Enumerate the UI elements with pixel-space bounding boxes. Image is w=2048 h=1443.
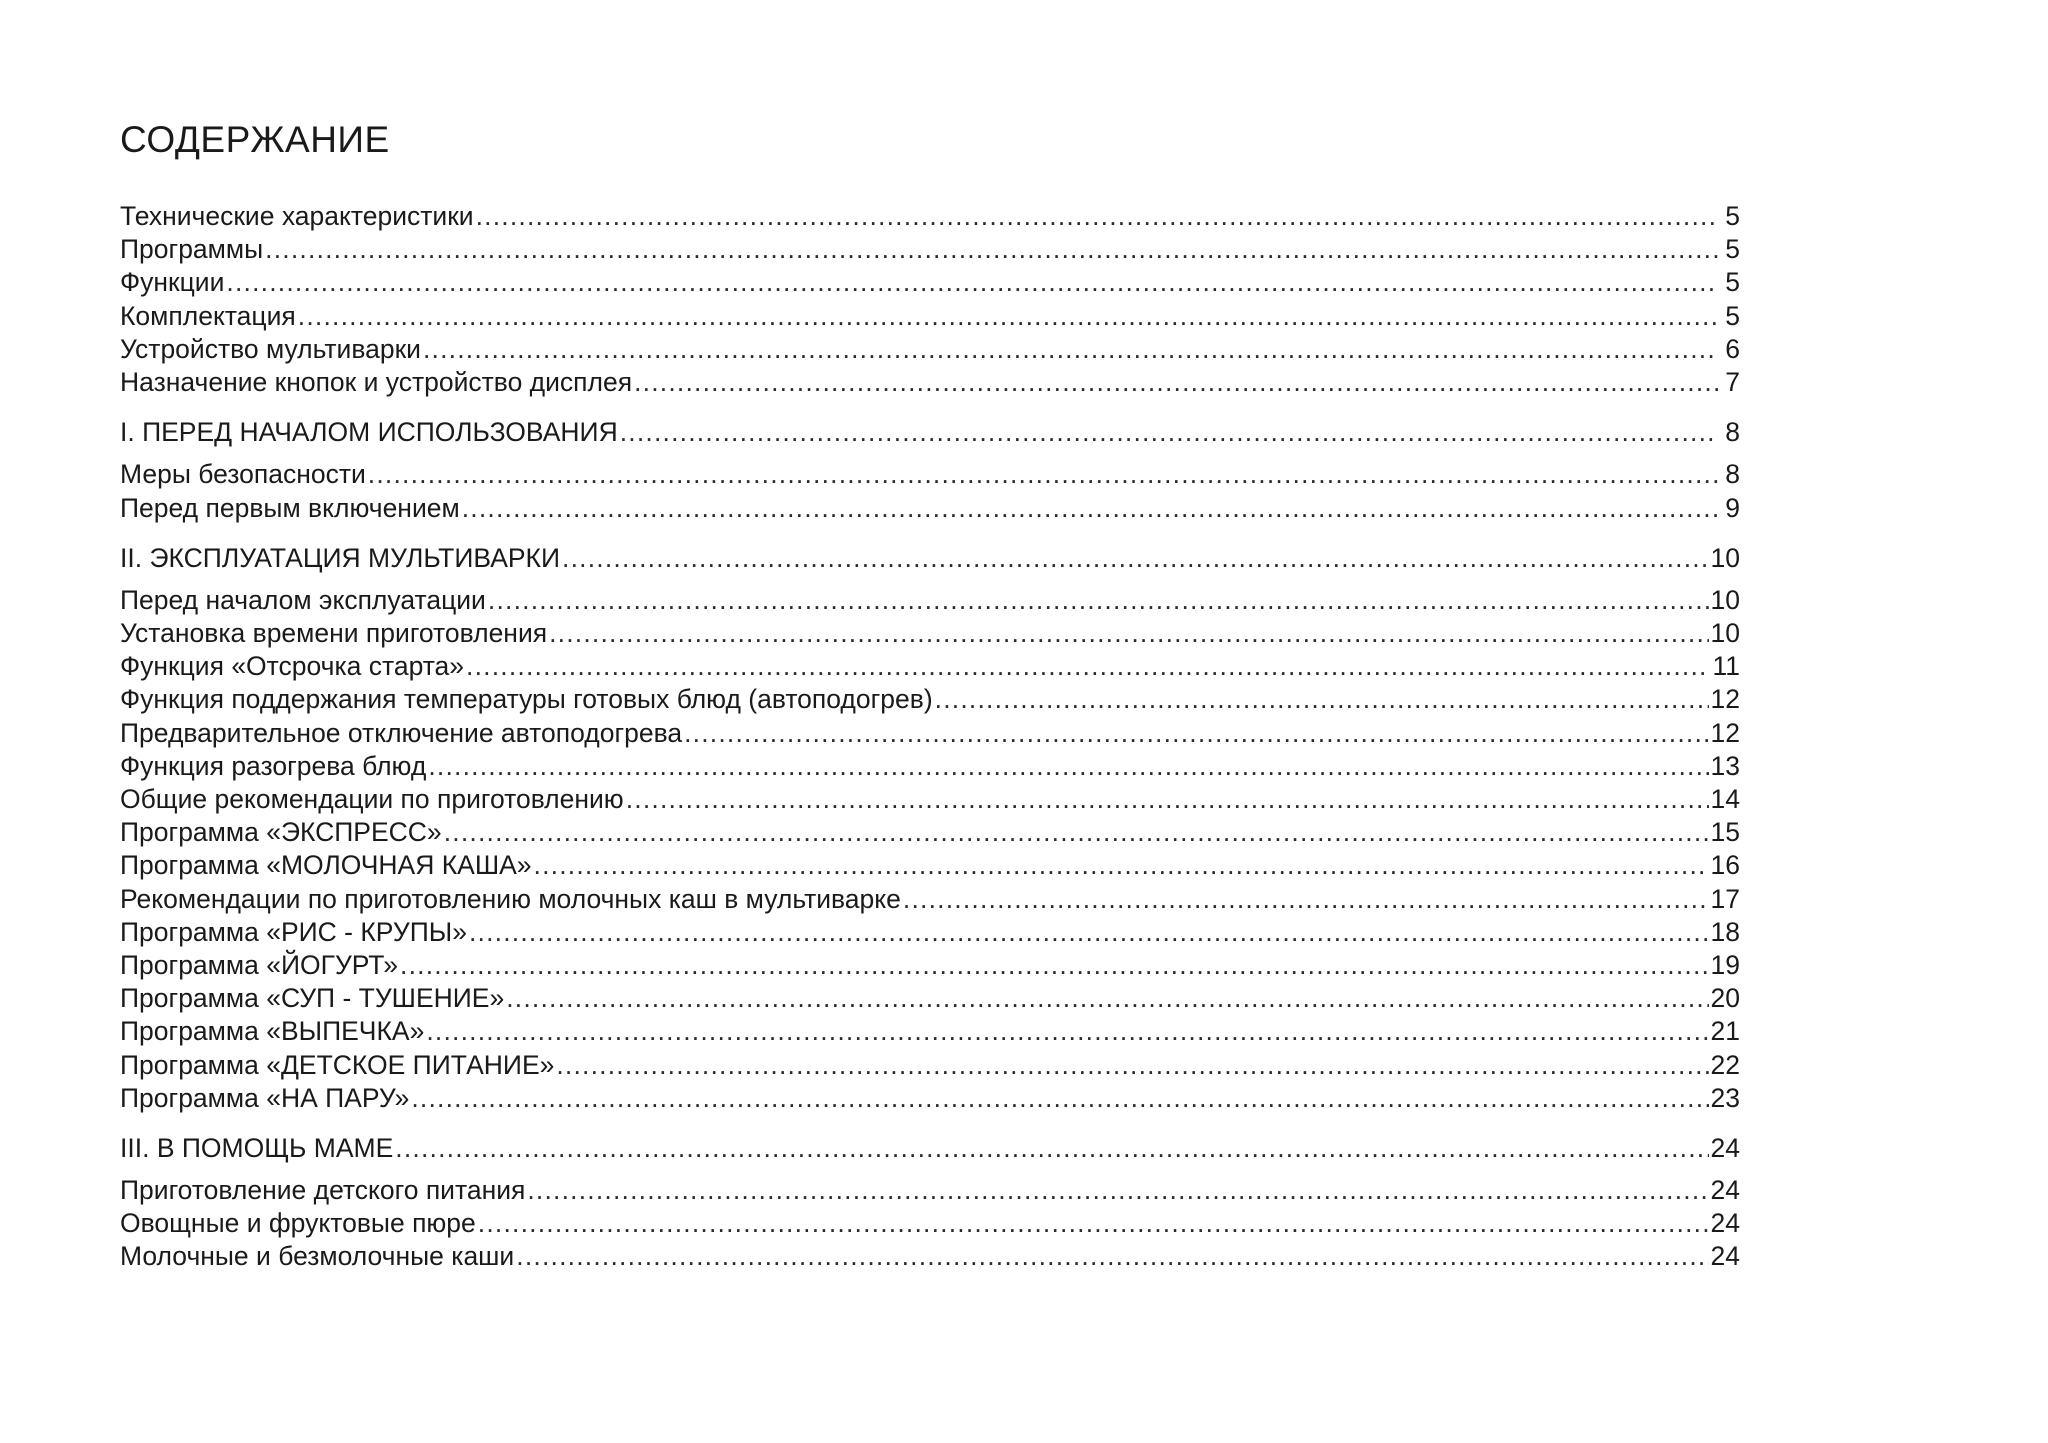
toc-entry[interactable] xyxy=(120,366,1740,399)
dot-leader xyxy=(634,366,1718,399)
toc-section-heading[interactable] xyxy=(120,1132,1740,1165)
toc-entry[interactable] xyxy=(120,683,1740,716)
page-number: 17 xyxy=(1710,883,1740,914)
dot-leader xyxy=(476,200,1718,233)
entry-title: Перед первым включением xyxy=(120,492,460,523)
dot-leader xyxy=(444,816,1709,849)
entry-title: Программа «ЙОГУРТ» xyxy=(120,949,399,980)
page-number: 5 xyxy=(1725,234,1740,265)
entry-title: Функция разогрева блюд xyxy=(120,750,427,781)
dot-leader xyxy=(395,1132,1708,1165)
entry-title: Назначение кнопок и устройство дисплея xyxy=(120,366,633,397)
dot-leader xyxy=(426,1015,1708,1048)
entry-title: Программа «ЭКСПРЕСС» xyxy=(120,817,442,848)
entry-title: Меры безопасности xyxy=(120,459,366,490)
page-number: 15 xyxy=(1710,817,1740,848)
dot-leader xyxy=(462,492,1718,525)
dot-leader xyxy=(620,416,1718,449)
entry-title: Устройство мультиварки xyxy=(120,333,421,364)
entry-title: Программа «МОЛОЧНАЯ КАША» xyxy=(120,850,532,881)
toc-entry[interactable] xyxy=(120,982,1740,1015)
dot-leader xyxy=(549,617,1708,650)
page-number: 9 xyxy=(1725,492,1740,523)
entry-title: Предварительное отключение автоподогрева xyxy=(120,717,683,748)
page-number: 12 xyxy=(1710,717,1740,748)
toc-page xyxy=(120,110,1740,1274)
page-number: 12 xyxy=(1710,684,1740,715)
entry-title: Рекомендации по приготовлению молочных каш в мультиварке xyxy=(120,883,901,914)
entry-title: Приготовление детского питания xyxy=(120,1175,526,1206)
page-number: 18 xyxy=(1710,916,1740,947)
toc-section-heading[interactable] xyxy=(120,416,1740,449)
dot-leader xyxy=(903,883,1709,916)
toc-section-heading[interactable] xyxy=(120,542,1740,575)
entry-title: Молочные и безмолочные каши xyxy=(120,1241,515,1272)
entry-title: Общие рекомендации по приготовлению xyxy=(120,784,624,814)
dot-leader xyxy=(935,683,1709,716)
toc-entry[interactable] xyxy=(120,233,1740,266)
toc-entry[interactable] xyxy=(120,816,1740,849)
page-title: СОДЕРЖАНИЕ xyxy=(120,119,390,160)
entry-title: Функция поддержания температуры готовых блюд (автоподогрев) xyxy=(120,684,933,715)
entry-title: Программа «ВЫПЕЧКА» xyxy=(120,1016,425,1047)
page-number: 8 xyxy=(1725,417,1740,448)
toc-entry[interactable] xyxy=(120,783,1740,816)
toc-entry[interactable] xyxy=(120,849,1740,882)
page-number: 16 xyxy=(1710,850,1740,881)
dot-leader xyxy=(428,750,1708,783)
toc-entry[interactable] xyxy=(120,650,1740,683)
page-number: 22 xyxy=(1710,1049,1740,1080)
page-number: 14 xyxy=(1710,784,1740,814)
dot-leader xyxy=(556,1049,1708,1082)
toc-list xyxy=(120,200,1740,1274)
page-number: 24 xyxy=(1710,1132,1740,1163)
dot-leader xyxy=(423,333,1718,366)
dot-leader xyxy=(478,1207,1709,1240)
dot-leader xyxy=(298,300,1718,333)
section-title: III. В ПОМОЩЬ МАМЕ xyxy=(120,1132,394,1163)
toc-entry[interactable] xyxy=(120,1207,1740,1240)
dot-leader xyxy=(411,1082,1708,1115)
toc-entry[interactable] xyxy=(120,1174,1740,1207)
entry-title: Программы xyxy=(120,234,264,265)
entry-title: Программа «РИС - КРУПЫ» xyxy=(120,916,467,947)
page-number: 5 xyxy=(1725,201,1740,231)
page-number: 23 xyxy=(1710,1082,1740,1113)
toc-entry[interactable] xyxy=(120,717,1740,750)
page-number: 6 xyxy=(1725,333,1740,364)
page-number: 13 xyxy=(1710,750,1740,781)
toc-entry[interactable] xyxy=(120,1082,1740,1115)
dot-leader xyxy=(527,1174,1708,1207)
toc-entry[interactable] xyxy=(120,1240,1740,1273)
page-number: 24 xyxy=(1710,1175,1740,1206)
entry-title: Установка времени приготовления xyxy=(120,618,548,649)
toc-entry[interactable] xyxy=(120,266,1740,299)
entry-title: Перед началом эксплуатации xyxy=(120,584,486,615)
dot-leader xyxy=(562,542,1708,575)
dot-leader xyxy=(506,982,1708,1015)
dot-leader xyxy=(516,1240,1708,1273)
dot-leader xyxy=(469,916,1709,949)
page-number: 24 xyxy=(1710,1241,1740,1272)
section-title: I. ПЕРЕД НАЧАЛОМ ИСПОЛЬЗОВАНИЯ xyxy=(120,417,618,448)
dot-leader xyxy=(265,233,1718,266)
toc-entry[interactable] xyxy=(120,949,1740,982)
toc-entry[interactable] xyxy=(120,916,1740,949)
page-number: 8 xyxy=(1725,459,1740,490)
page-number: 7 xyxy=(1725,366,1740,397)
toc-entry[interactable] xyxy=(120,617,1740,650)
dot-leader xyxy=(684,717,1708,750)
toc-entry[interactable] xyxy=(120,200,1740,233)
dot-leader xyxy=(400,949,1708,982)
page-number: 10 xyxy=(1710,584,1740,615)
page-number: 10 xyxy=(1710,542,1740,573)
toc-entry[interactable] xyxy=(120,1049,1740,1082)
entry-title: Технические характеристики xyxy=(120,201,474,231)
dot-leader xyxy=(368,458,1718,491)
dot-leader xyxy=(488,584,1709,617)
toc-entry[interactable] xyxy=(120,300,1740,333)
toc-entry[interactable] xyxy=(120,333,1740,366)
dot-leader xyxy=(626,783,1709,816)
dot-leader xyxy=(226,266,1718,299)
page-number: 5 xyxy=(1725,267,1740,298)
toc-entry[interactable] xyxy=(120,883,1740,916)
section-title: II. ЭКСПЛУАТАЦИЯ МУЛЬТИВАРКИ xyxy=(120,542,561,573)
page-number: 11 xyxy=(1712,651,1740,682)
toc-entry[interactable] xyxy=(120,1015,1740,1048)
entry-title: Программа «СУП - ТУШЕНИЕ» xyxy=(120,983,505,1014)
page-number: 5 xyxy=(1725,300,1740,331)
page-number: 24 xyxy=(1710,1208,1740,1239)
entry-title: Функции xyxy=(120,267,225,298)
toc-entry[interactable] xyxy=(120,492,1740,525)
page-number: 21 xyxy=(1710,1016,1740,1047)
entry-title: Программа «НА ПАРУ» xyxy=(120,1082,410,1113)
dot-leader xyxy=(466,650,1710,683)
entry-title: Комплектация xyxy=(120,300,296,331)
page-number: 20 xyxy=(1710,983,1740,1014)
entry-title: Программа «ДЕТСКОЕ ПИТАНИЕ» xyxy=(120,1049,555,1080)
dot-leader xyxy=(534,849,1709,882)
page-number: 19 xyxy=(1710,949,1740,980)
entry-title: Овощные и фруктовые пюре xyxy=(120,1208,476,1239)
toc-entry[interactable] xyxy=(120,458,1740,491)
toc-entry[interactable] xyxy=(120,584,1740,617)
page-number: 10 xyxy=(1710,618,1740,649)
entry-title: Функция «Отсрочка старта» xyxy=(120,651,465,682)
toc-entry[interactable] xyxy=(120,750,1740,783)
